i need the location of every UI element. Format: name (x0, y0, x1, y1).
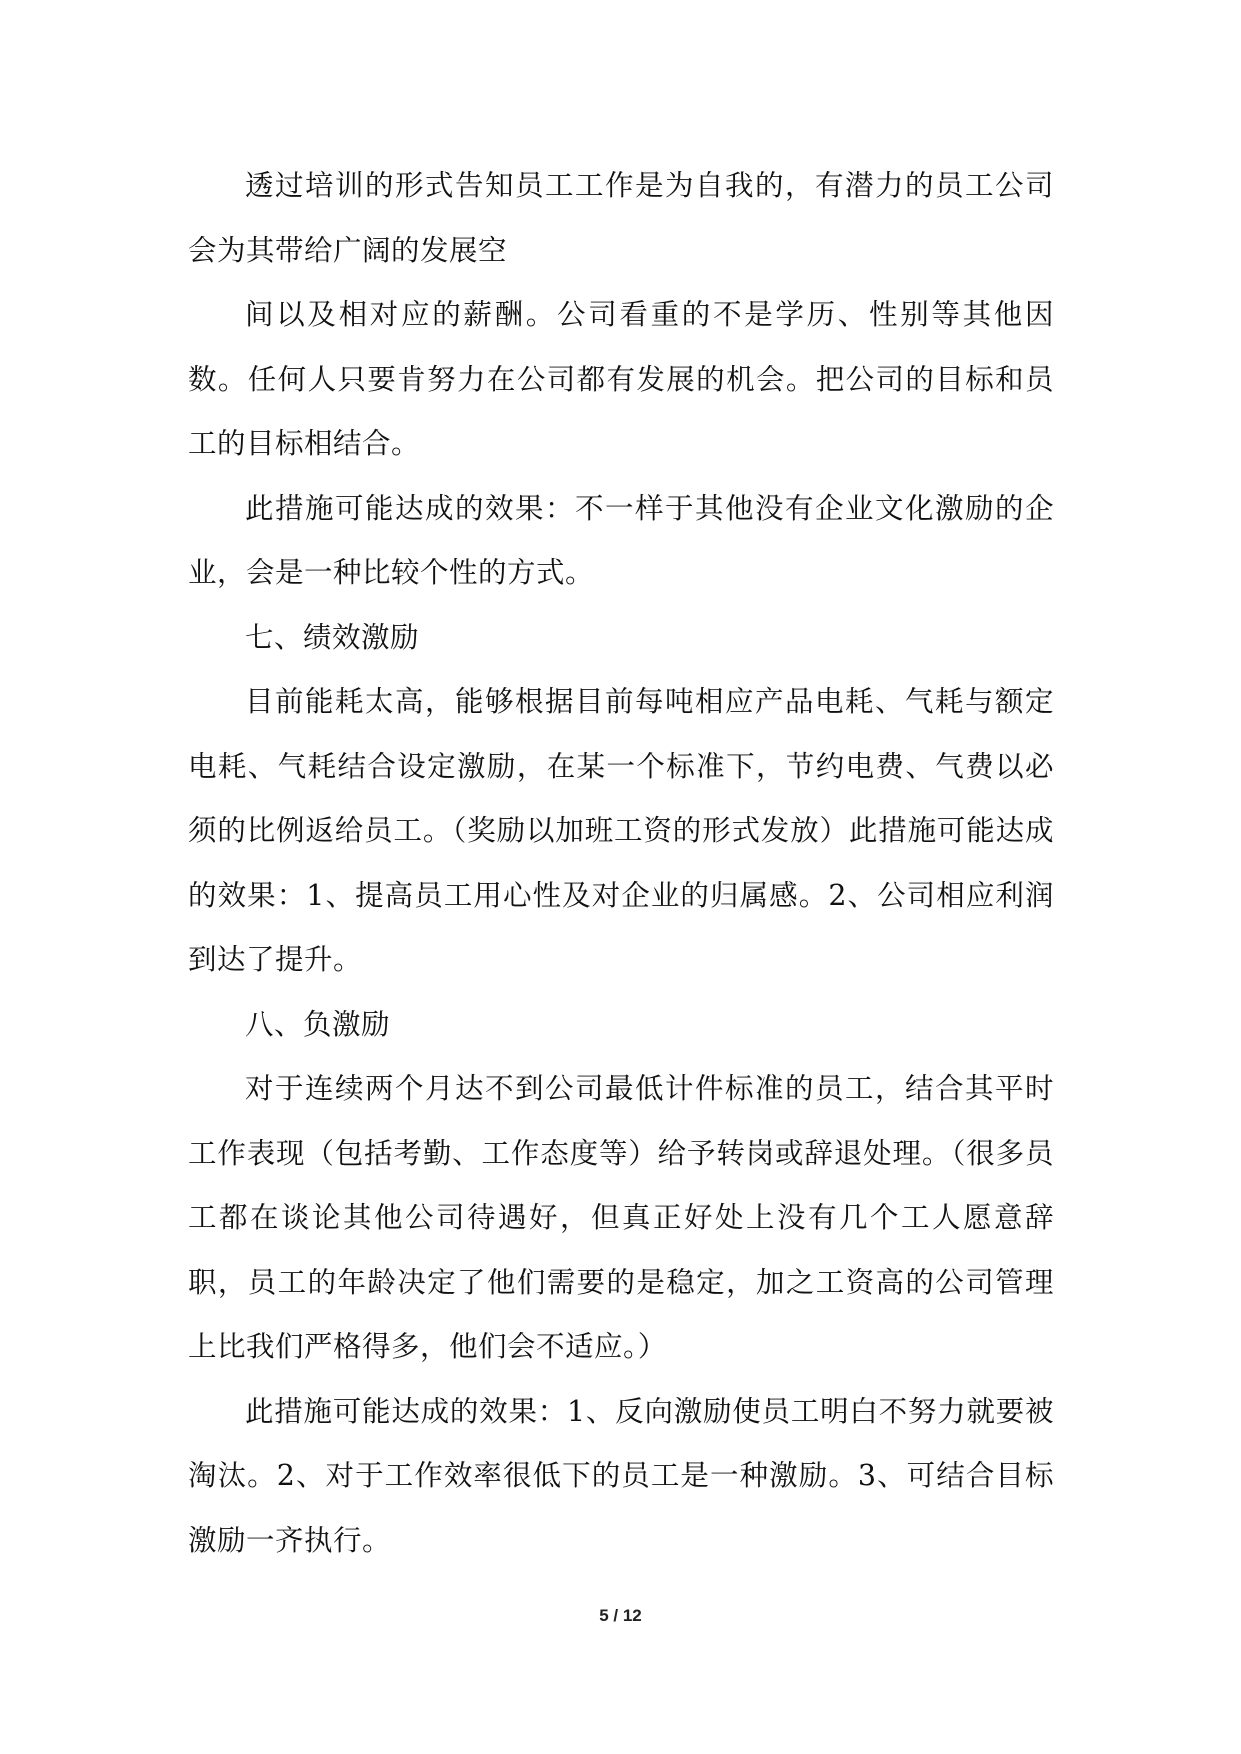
section-heading-performance-incentive: 七、绩效激励 (245, 620, 420, 654)
document-body (188, 154, 1054, 1573)
paragraph-performance-incentive: 目前能耗太高，能够根据目前每吨相应产品电耗、气耗与额定电耗、气耗结合设定激励，在某一个标准下，节约电费、气费以必须的比例返给员工。（奖励以加班工资的形式发放）此措施可能达成的效果：1、提高员工用心性及对企业的归属感。2、公司相应利润到达了提升。 (188, 685, 1054, 976)
paragraph-training-intro: 透过培训的形式告知员工工作是为自我的，有潜力的员工公司会为其带给广阔的发展空 (188, 169, 1054, 267)
paragraph-negative-incentive: 对于连续两个月达不到公司最低计件标准的员工，结合其平时工作表现（包括考勤、工作态度等）给予转岗或辞退处理。（很多员工都在谈论其他公司待遇好，但真正好处上没有几个工人愿意辞职，员工的年龄决定了他们需要的是稳定，加之工资高的公司管理上比我们严格得多，他们会不适应。） (188, 1072, 1054, 1363)
paragraph-culture-effect: 此措施可能达成的效果：不一样于其他没有企业文化激励的企业，会是一种比较个性的方式。 (188, 491, 1054, 589)
section-heading-negative-incentive: 八、负激励 (245, 1007, 391, 1041)
page-number: 5 / 12 (599, 1606, 642, 1625)
paragraph-salary-development: 间以及相对应的薪酬。公司看重的不是学历、性别等其他因数。任何人只要肯努力在公司都有发展的机会。把公司的目标和员工的目标相结合。 (188, 298, 1054, 460)
paragraph-negative-incentive-effect: 此措施可能达成的效果：1、反向激励使员工明白不努力就要被淘汰。2、对于工作效率很低下的员工是一种激励。3、可结合目标激励一齐执行。 (188, 1394, 1054, 1557)
